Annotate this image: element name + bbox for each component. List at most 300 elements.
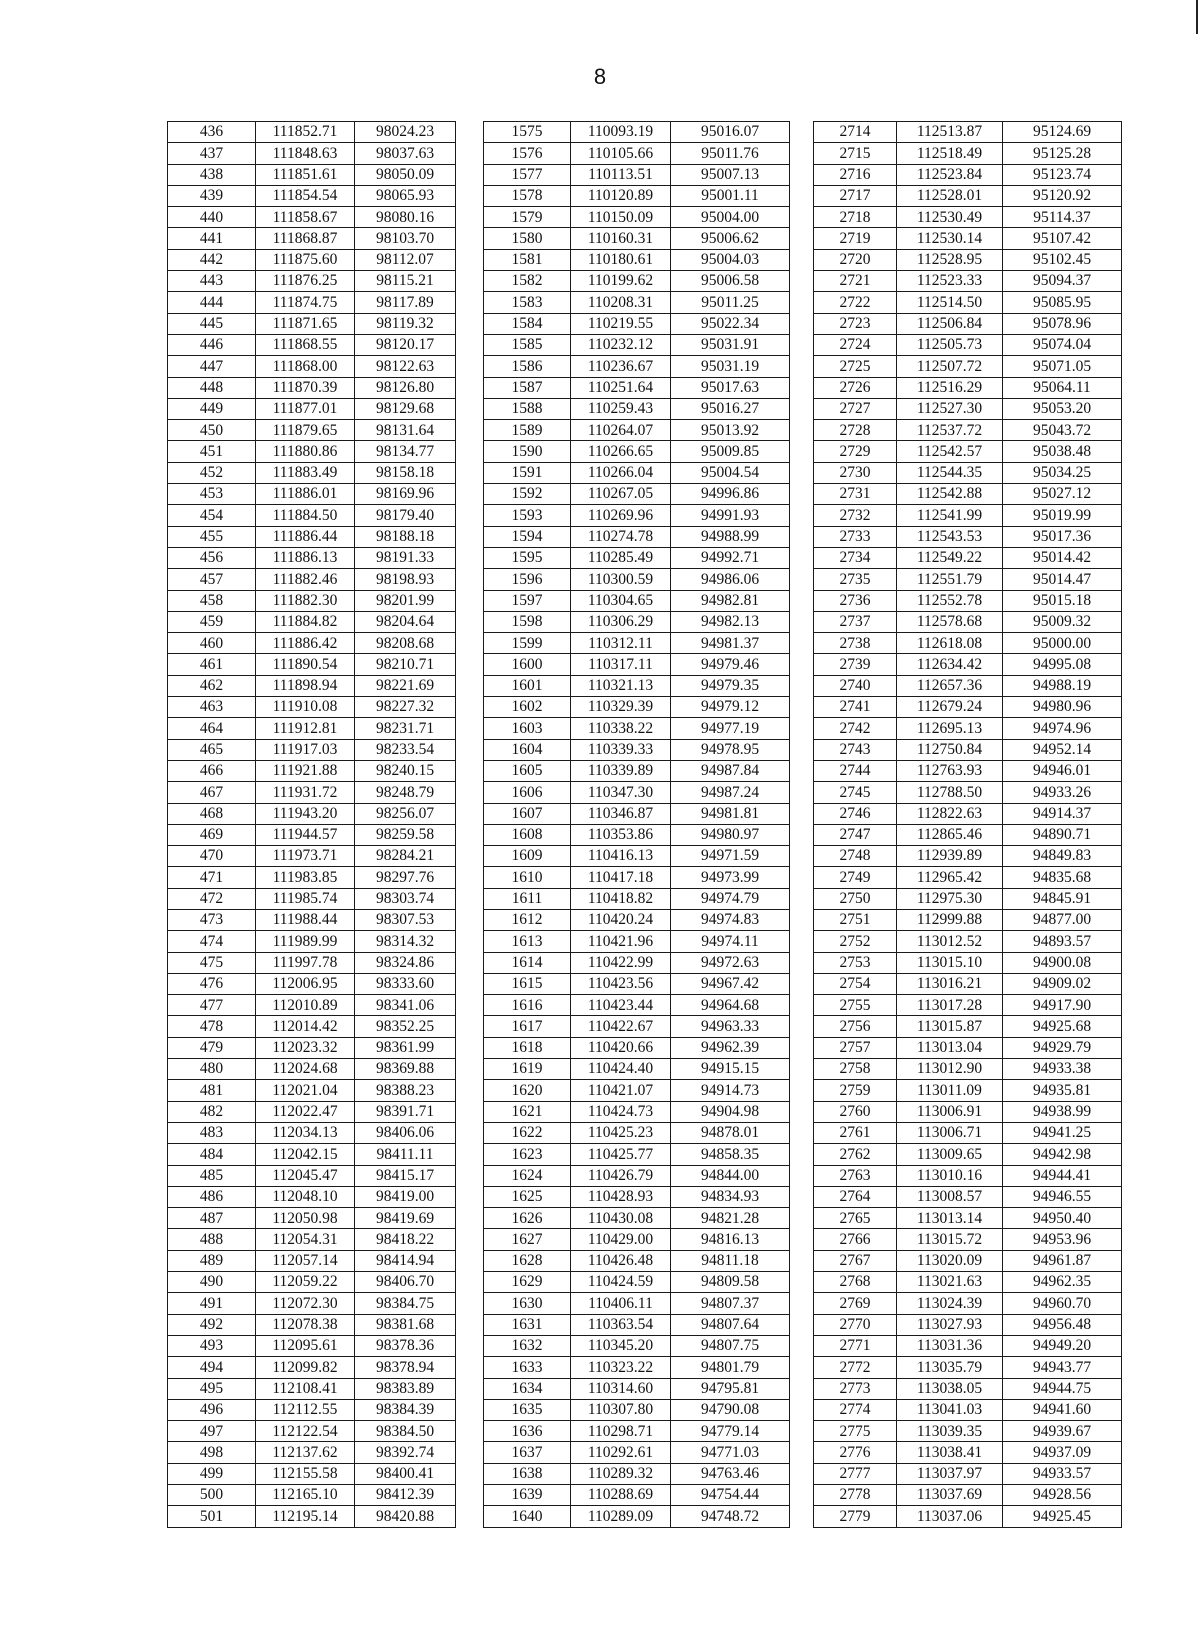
- table-row: [814, 462, 1122, 483]
- y-coordinate-cell: 98391.71: [355, 1101, 456, 1122]
- table-row: [484, 1399, 790, 1420]
- x-coordinate-cell: 112518.49: [897, 143, 1003, 164]
- table-row: [484, 846, 790, 867]
- x-coordinate-cell: 112634.42: [897, 654, 1003, 675]
- x-coordinate-cell: 110345.20: [571, 1335, 671, 1356]
- table-row: [168, 782, 456, 803]
- table-row: [168, 1442, 456, 1463]
- x-coordinate-cell: 112541.99: [897, 505, 1003, 526]
- table-row: [168, 1165, 456, 1186]
- table-row: [814, 1442, 1122, 1463]
- point-number-cell: 473: [168, 909, 256, 930]
- x-coordinate-cell: 112010.89: [256, 995, 355, 1016]
- y-coordinate-cell: 95022.34: [671, 313, 790, 334]
- point-number-cell: 1586: [484, 356, 571, 377]
- table-row: [814, 1080, 1122, 1101]
- y-coordinate-cell: 95034.25: [1003, 462, 1122, 483]
- x-coordinate-cell: 110259.43: [571, 398, 671, 419]
- x-coordinate-cell: 112542.88: [897, 484, 1003, 505]
- y-coordinate-cell: 94937.09: [1003, 1442, 1122, 1463]
- point-number-cell: 483: [168, 1122, 256, 1143]
- y-coordinate-cell: 94790.08: [671, 1399, 790, 1420]
- y-coordinate-cell: 98383.89: [355, 1378, 456, 1399]
- table-row: [168, 611, 456, 632]
- y-coordinate-cell: 94986.06: [671, 569, 790, 590]
- point-number-cell: 2737: [814, 611, 897, 632]
- point-number-cell: 2756: [814, 1016, 897, 1037]
- y-coordinate-cell: 98420.88: [355, 1506, 456, 1527]
- table-row: [814, 122, 1122, 143]
- x-coordinate-cell: 112551.79: [897, 569, 1003, 590]
- point-number-cell: 445: [168, 313, 256, 334]
- table-row: [814, 590, 1122, 611]
- y-coordinate-cell: 95038.48: [1003, 441, 1122, 462]
- table-row: [168, 1357, 456, 1378]
- table-row: [814, 952, 1122, 973]
- x-coordinate-cell: 112695.13: [897, 718, 1003, 739]
- table-row: [814, 1399, 1122, 1420]
- point-number-cell: 478: [168, 1016, 256, 1037]
- point-number-cell: 453: [168, 484, 256, 505]
- table-row: [814, 760, 1122, 781]
- x-coordinate-cell: 112537.72: [897, 420, 1003, 441]
- point-number-cell: 489: [168, 1250, 256, 1271]
- y-coordinate-cell: 95017.36: [1003, 526, 1122, 547]
- x-coordinate-cell: 111898.94: [256, 675, 355, 696]
- table-row: [484, 313, 790, 334]
- table-row: [814, 377, 1122, 398]
- x-coordinate-cell: 110346.87: [571, 803, 671, 824]
- y-coordinate-cell: 94801.79: [671, 1357, 790, 1378]
- point-number-cell: 2715: [814, 143, 897, 164]
- y-coordinate-cell: 94980.96: [1003, 697, 1122, 718]
- point-number-cell: 2719: [814, 228, 897, 249]
- x-coordinate-cell: 113008.57: [897, 1186, 1003, 1207]
- point-number-cell: 2778: [814, 1485, 897, 1506]
- x-coordinate-cell: 112006.95: [256, 973, 355, 994]
- point-number-cell: 1634: [484, 1378, 571, 1399]
- table-row: [814, 164, 1122, 185]
- point-number-cell: 1625: [484, 1186, 571, 1207]
- y-coordinate-cell: 98231.71: [355, 718, 456, 739]
- y-coordinate-cell: 98191.33: [355, 547, 456, 568]
- point-number-cell: 470: [168, 846, 256, 867]
- y-coordinate-cell: 98119.32: [355, 313, 456, 334]
- y-coordinate-cell: 94821.28: [671, 1208, 790, 1229]
- y-coordinate-cell: 95006.62: [671, 228, 790, 249]
- point-number-cell: 476: [168, 973, 256, 994]
- y-coordinate-cell: 94944.75: [1003, 1378, 1122, 1399]
- y-coordinate-cell: 94964.68: [671, 995, 790, 1016]
- x-coordinate-cell: 111882.46: [256, 569, 355, 590]
- x-coordinate-cell: 112542.57: [897, 441, 1003, 462]
- table-row: [484, 824, 790, 845]
- x-coordinate-cell: 111884.82: [256, 611, 355, 632]
- x-coordinate-cell: 111884.50: [256, 505, 355, 526]
- table-row: [168, 249, 456, 270]
- x-coordinate-cell: 112050.98: [256, 1208, 355, 1229]
- x-coordinate-cell: 110236.67: [571, 356, 671, 377]
- point-number-cell: 472: [168, 888, 256, 909]
- y-coordinate-cell: 98240.15: [355, 760, 456, 781]
- x-coordinate-cell: 110420.24: [571, 909, 671, 930]
- x-coordinate-cell: 113011.09: [897, 1080, 1003, 1101]
- table-row: [484, 164, 790, 185]
- point-number-cell: 1639: [484, 1485, 571, 1506]
- y-coordinate-cell: 98384.39: [355, 1399, 456, 1420]
- table-row: [484, 952, 790, 973]
- point-number-cell: 1640: [484, 1506, 571, 1527]
- point-number-cell: 1579: [484, 207, 571, 228]
- x-coordinate-cell: 111917.03: [256, 739, 355, 760]
- y-coordinate-cell: 95007.13: [671, 164, 790, 185]
- point-number-cell: 490: [168, 1272, 256, 1293]
- table-row: [814, 1272, 1122, 1293]
- table-row: [814, 526, 1122, 547]
- point-number-cell: 479: [168, 1037, 256, 1058]
- y-coordinate-cell: 95043.72: [1003, 420, 1122, 441]
- table-row: [814, 441, 1122, 462]
- y-coordinate-cell: 94754.44: [671, 1485, 790, 1506]
- y-coordinate-cell: 94849.83: [1003, 846, 1122, 867]
- point-number-cell: 440: [168, 207, 256, 228]
- table-row: [484, 675, 790, 696]
- table-row: [814, 1208, 1122, 1229]
- x-coordinate-cell: 111882.30: [256, 590, 355, 611]
- x-coordinate-cell: 110285.49: [571, 547, 671, 568]
- table-row: [814, 420, 1122, 441]
- point-number-cell: 2763: [814, 1165, 897, 1186]
- table-row: [484, 1101, 790, 1122]
- x-coordinate-cell: 112618.08: [897, 633, 1003, 654]
- table-row: [484, 1485, 790, 1506]
- table-row: [814, 1059, 1122, 1080]
- point-number-cell: 1638: [484, 1463, 571, 1484]
- point-number-cell: 2771: [814, 1335, 897, 1356]
- table-row: [814, 1314, 1122, 1335]
- table-row: [168, 356, 456, 377]
- point-number-cell: 480: [168, 1059, 256, 1080]
- table-row: [484, 760, 790, 781]
- y-coordinate-cell: 98384.75: [355, 1293, 456, 1314]
- table-row: [168, 654, 456, 675]
- point-number-cell: 1616: [484, 995, 571, 1016]
- point-number-cell: 2742: [814, 718, 897, 739]
- x-coordinate-cell: 110306.29: [571, 611, 671, 632]
- table-row: [814, 547, 1122, 568]
- x-coordinate-cell: 111944.57: [256, 824, 355, 845]
- y-coordinate-cell: 98179.40: [355, 505, 456, 526]
- x-coordinate-cell: 110105.66: [571, 143, 671, 164]
- point-number-cell: 443: [168, 271, 256, 292]
- x-coordinate-cell: 110430.08: [571, 1208, 671, 1229]
- y-coordinate-cell: 98415.17: [355, 1165, 456, 1186]
- y-coordinate-cell: 98303.74: [355, 888, 456, 909]
- y-coordinate-cell: 94991.93: [671, 505, 790, 526]
- x-coordinate-cell: 112165.10: [256, 1485, 355, 1506]
- table-row: [814, 228, 1122, 249]
- y-coordinate-cell: 94982.13: [671, 611, 790, 632]
- x-coordinate-cell: 113027.93: [897, 1314, 1003, 1335]
- y-coordinate-cell: 94928.56: [1003, 1485, 1122, 1506]
- x-coordinate-cell: 112865.46: [897, 824, 1003, 845]
- y-coordinate-cell: 95114.37: [1003, 207, 1122, 228]
- x-coordinate-cell: 110417.18: [571, 867, 671, 888]
- table-row: [484, 1186, 790, 1207]
- y-coordinate-cell: 94844.00: [671, 1165, 790, 1186]
- point-number-cell: 465: [168, 739, 256, 760]
- point-number-cell: 486: [168, 1186, 256, 1207]
- table-row: [814, 185, 1122, 206]
- x-coordinate-cell: 110219.55: [571, 313, 671, 334]
- point-number-cell: 437: [168, 143, 256, 164]
- x-coordinate-cell: 112549.22: [897, 547, 1003, 568]
- table-row: [484, 1442, 790, 1463]
- x-coordinate-cell: 112939.89: [897, 846, 1003, 867]
- x-coordinate-cell: 111910.08: [256, 697, 355, 718]
- x-coordinate-cell: 112095.61: [256, 1335, 355, 1356]
- x-coordinate-cell: 112999.88: [897, 909, 1003, 930]
- table-row: [484, 249, 790, 270]
- x-coordinate-cell: 112578.68: [897, 611, 1003, 632]
- x-coordinate-cell: 110269.96: [571, 505, 671, 526]
- point-number-cell: 446: [168, 334, 256, 355]
- point-number-cell: 2775: [814, 1421, 897, 1442]
- point-number-cell: 1615: [484, 973, 571, 994]
- y-coordinate-cell: 98297.76: [355, 867, 456, 888]
- table-row: [484, 398, 790, 419]
- x-coordinate-cell: 110353.86: [571, 824, 671, 845]
- point-number-cell: 441: [168, 228, 256, 249]
- x-coordinate-cell: 112023.32: [256, 1037, 355, 1058]
- table-row: [484, 909, 790, 930]
- point-number-cell: 2753: [814, 952, 897, 973]
- y-coordinate-cell: 94949.20: [1003, 1335, 1122, 1356]
- x-coordinate-cell: 112048.10: [256, 1186, 355, 1207]
- y-coordinate-cell: 94963.33: [671, 1016, 790, 1037]
- point-number-cell: 2776: [814, 1442, 897, 1463]
- x-coordinate-cell: 112054.31: [256, 1229, 355, 1250]
- x-coordinate-cell: 110274.78: [571, 526, 671, 547]
- x-coordinate-cell: 111886.01: [256, 484, 355, 505]
- x-coordinate-cell: 110232.12: [571, 334, 671, 355]
- point-number-cell: 477: [168, 995, 256, 1016]
- y-coordinate-cell: 95014.47: [1003, 569, 1122, 590]
- x-coordinate-cell: 110314.60: [571, 1378, 671, 1399]
- y-coordinate-cell: 98065.93: [355, 185, 456, 206]
- x-coordinate-cell: 111883.49: [256, 462, 355, 483]
- point-number-cell: 2732: [814, 505, 897, 526]
- x-coordinate-cell: 111985.74: [256, 888, 355, 909]
- point-number-cell: 1585: [484, 334, 571, 355]
- y-coordinate-cell: 98419.69: [355, 1208, 456, 1229]
- table-row: [814, 292, 1122, 313]
- point-number-cell: 1637: [484, 1442, 571, 1463]
- point-number-cell: 2769: [814, 1293, 897, 1314]
- point-number-cell: 2717: [814, 185, 897, 206]
- x-coordinate-cell: 110266.65: [571, 441, 671, 462]
- y-coordinate-cell: 98115.21: [355, 271, 456, 292]
- table-row: [168, 228, 456, 249]
- table-row: [814, 931, 1122, 952]
- x-coordinate-cell: 110424.40: [571, 1059, 671, 1080]
- y-coordinate-cell: 98406.06: [355, 1122, 456, 1143]
- table-row: [168, 185, 456, 206]
- table-row: [484, 654, 790, 675]
- y-coordinate-cell: 95031.91: [671, 334, 790, 355]
- y-coordinate-cell: 94953.96: [1003, 1229, 1122, 1250]
- y-coordinate-cell: 95124.69: [1003, 122, 1122, 143]
- x-coordinate-cell: 110304.65: [571, 590, 671, 611]
- y-coordinate-cell: 94962.39: [671, 1037, 790, 1058]
- y-coordinate-cell: 94915.15: [671, 1059, 790, 1080]
- point-number-cell: 452: [168, 462, 256, 483]
- point-number-cell: 1590: [484, 441, 571, 462]
- x-coordinate-cell: 113037.69: [897, 1485, 1003, 1506]
- point-number-cell: 1628: [484, 1250, 571, 1271]
- x-coordinate-cell: 110289.32: [571, 1463, 671, 1484]
- table-row: [484, 1016, 790, 1037]
- point-number-cell: 471: [168, 867, 256, 888]
- x-coordinate-cell: 112099.82: [256, 1357, 355, 1378]
- x-coordinate-cell: 111988.44: [256, 909, 355, 930]
- point-number-cell: 1607: [484, 803, 571, 824]
- x-coordinate-cell: 113015.87: [897, 1016, 1003, 1037]
- x-coordinate-cell: 110426.48: [571, 1250, 671, 1271]
- y-coordinate-cell: 94878.01: [671, 1122, 790, 1143]
- y-coordinate-cell: 98418.22: [355, 1229, 456, 1250]
- y-coordinate-cell: 94950.40: [1003, 1208, 1122, 1229]
- y-coordinate-cell: 94988.99: [671, 526, 790, 547]
- table-row: [168, 143, 456, 164]
- table-row: [484, 718, 790, 739]
- y-coordinate-cell: 98412.39: [355, 1485, 456, 1506]
- table-row: [484, 526, 790, 547]
- table-row: [168, 271, 456, 292]
- y-coordinate-cell: 94816.13: [671, 1229, 790, 1250]
- table-row: [168, 1506, 456, 1527]
- x-coordinate-cell: 110424.59: [571, 1272, 671, 1293]
- y-coordinate-cell: 98384.50: [355, 1421, 456, 1442]
- table-row: [484, 1080, 790, 1101]
- y-coordinate-cell: 94845.91: [1003, 888, 1122, 909]
- y-coordinate-cell: 98388.23: [355, 1080, 456, 1101]
- y-coordinate-cell: 98414.94: [355, 1250, 456, 1271]
- y-coordinate-cell: 95027.12: [1003, 484, 1122, 505]
- x-coordinate-cell: 110428.93: [571, 1186, 671, 1207]
- y-coordinate-cell: 95004.00: [671, 207, 790, 228]
- y-coordinate-cell: 98259.58: [355, 824, 456, 845]
- table-row: [168, 739, 456, 760]
- table-row: [814, 782, 1122, 803]
- y-coordinate-cell: 95016.07: [671, 122, 790, 143]
- point-number-cell: 458: [168, 590, 256, 611]
- y-coordinate-cell: 98117.89: [355, 292, 456, 313]
- table-row: [168, 697, 456, 718]
- x-coordinate-cell: 110093.19: [571, 122, 671, 143]
- table-row: [168, 334, 456, 355]
- point-number-cell: 1576: [484, 143, 571, 164]
- point-number-cell: 1595: [484, 547, 571, 568]
- point-number-cell: 2752: [814, 931, 897, 952]
- table-row: [484, 1250, 790, 1271]
- x-coordinate-cell: 112021.04: [256, 1080, 355, 1101]
- y-coordinate-cell: 98134.77: [355, 441, 456, 462]
- table-row: [814, 739, 1122, 760]
- table-row: [168, 952, 456, 973]
- y-coordinate-cell: 94933.26: [1003, 782, 1122, 803]
- y-coordinate-cell: 94946.55: [1003, 1186, 1122, 1207]
- point-number-cell: 1577: [484, 164, 571, 185]
- table-row: [484, 420, 790, 441]
- table-row: [484, 505, 790, 526]
- y-coordinate-cell: 94992.71: [671, 547, 790, 568]
- table-row: [168, 1122, 456, 1143]
- y-coordinate-cell: 94929.79: [1003, 1037, 1122, 1058]
- x-coordinate-cell: 113037.06: [897, 1506, 1003, 1527]
- table-row: [168, 1037, 456, 1058]
- table-row: [814, 249, 1122, 270]
- x-coordinate-cell: 113035.79: [897, 1357, 1003, 1378]
- y-coordinate-cell: 94939.67: [1003, 1421, 1122, 1442]
- x-coordinate-cell: 112014.42: [256, 1016, 355, 1037]
- y-coordinate-cell: 98419.00: [355, 1186, 456, 1207]
- x-coordinate-cell: 111880.86: [256, 441, 355, 462]
- table-row: [168, 1080, 456, 1101]
- y-coordinate-cell: 94967.42: [671, 973, 790, 994]
- table-row: [484, 1272, 790, 1293]
- x-coordinate-cell: 112195.14: [256, 1506, 355, 1527]
- point-number-cell: 2738: [814, 633, 897, 654]
- table-row: [168, 441, 456, 462]
- table-row: [484, 995, 790, 1016]
- point-number-cell: 1594: [484, 526, 571, 547]
- point-number-cell: 460: [168, 633, 256, 654]
- table-row: [168, 398, 456, 419]
- point-number-cell: 1605: [484, 760, 571, 781]
- y-coordinate-cell: 94982.81: [671, 590, 790, 611]
- x-coordinate-cell: 110288.69: [571, 1485, 671, 1506]
- point-number-cell: 1620: [484, 1080, 571, 1101]
- x-coordinate-cell: 110363.54: [571, 1314, 671, 1335]
- table-row: [484, 1421, 790, 1442]
- x-coordinate-cell: 112045.47: [256, 1165, 355, 1186]
- point-number-cell: 475: [168, 952, 256, 973]
- table-row: [814, 1101, 1122, 1122]
- x-coordinate-cell: 112543.53: [897, 526, 1003, 547]
- y-coordinate-cell: 94973.99: [671, 867, 790, 888]
- point-number-cell: 2716: [814, 164, 897, 185]
- x-coordinate-cell: 112137.62: [256, 1442, 355, 1463]
- point-number-cell: 1629: [484, 1272, 571, 1293]
- point-number-cell: 1597: [484, 590, 571, 611]
- x-coordinate-cell: 111848.63: [256, 143, 355, 164]
- point-number-cell: 454: [168, 505, 256, 526]
- x-coordinate-cell: 113039.35: [897, 1421, 1003, 1442]
- x-coordinate-cell: 113009.65: [897, 1144, 1003, 1165]
- x-coordinate-cell: 112679.24: [897, 697, 1003, 718]
- table-row: [168, 867, 456, 888]
- table-row: [168, 420, 456, 441]
- x-coordinate-cell: 110422.99: [571, 952, 671, 973]
- point-number-cell: 495: [168, 1378, 256, 1399]
- point-number-cell: 498: [168, 1442, 256, 1463]
- table-row: [168, 824, 456, 845]
- table-row: [168, 505, 456, 526]
- table-row: [814, 1335, 1122, 1356]
- point-number-cell: 494: [168, 1357, 256, 1378]
- x-coordinate-cell: 112042.15: [256, 1144, 355, 1165]
